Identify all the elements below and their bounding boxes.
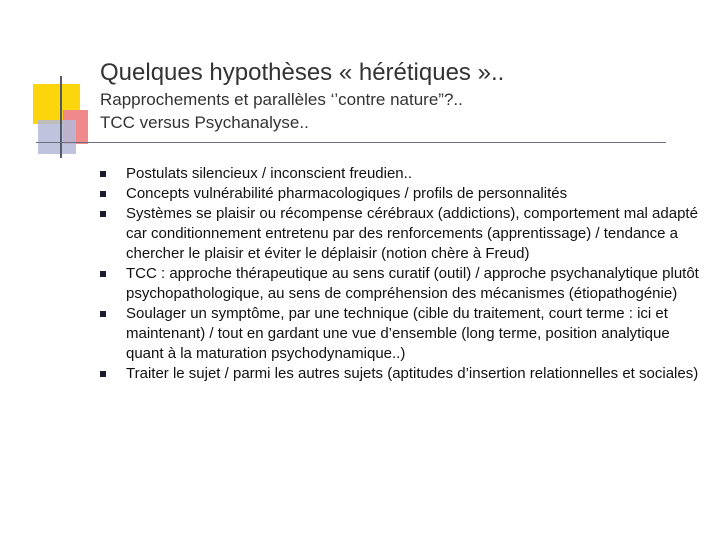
- square-bullet-icon: [100, 171, 106, 177]
- bullet-item: [96, 184, 700, 204]
- square-bullet-icon: [100, 211, 106, 217]
- bullet-text: Traiter le sujet / parmi les autres sujets (aptitudes d’insertion relationnelles et sociales): [126, 365, 699, 382]
- square-bullet-icon: [100, 311, 106, 317]
- bullet-text: Postulats silencieux / inconscient freudien..: [126, 165, 412, 182]
- slide-subtitle-line-1: Rapprochements et parallèles ‘’contre nature”?..: [100, 90, 463, 109]
- title-block: [100, 58, 700, 134]
- bullet-text: Concepts vulnérabilité pharmacologiques / profils de personnalités: [126, 185, 568, 202]
- bullet-text: Systèmes se plaisir ou récompense cérébraux (addictions), comportement mal adapté car conditionnement entretenu par des renforcements (apprentissage) / tendance a chercher le plaisir et éviter le déplaisir (notion chère à Freud): [126, 205, 698, 262]
- decorative-blue-square: [38, 120, 76, 154]
- bullet-item: [96, 304, 700, 364]
- decorative-vertical-rule: [60, 76, 62, 158]
- bullet-item: [96, 264, 700, 304]
- bullet-text: Soulager un symptôme, par une technique (cible du traitement, court terme : ici et maintenant) / tout en gardant une vue d’ensemble (long terme, position analytique quant à la maturation psychodynamique..): [126, 305, 670, 362]
- bullet-text: TCC : approche thérapeutique au sens curatif (outil) / approche psychanalytique plutôt psychopathologique, au sens de compréhension des mécanismes (étiopathogénie): [126, 265, 699, 302]
- bullet-item: [96, 204, 700, 264]
- bullet-list: [96, 164, 700, 384]
- slide-title: Quelques hypothèses « hérétiques »..: [100, 59, 505, 86]
- square-bullet-icon: [100, 191, 106, 197]
- bullet-item: [96, 364, 700, 384]
- square-bullet-icon: [100, 371, 106, 377]
- square-bullet-icon: [100, 271, 106, 277]
- slide-subtitle-line-2: TCC versus Psychanalyse..: [100, 113, 309, 132]
- title-underline-rule: [36, 142, 666, 143]
- bullet-item: [96, 164, 700, 184]
